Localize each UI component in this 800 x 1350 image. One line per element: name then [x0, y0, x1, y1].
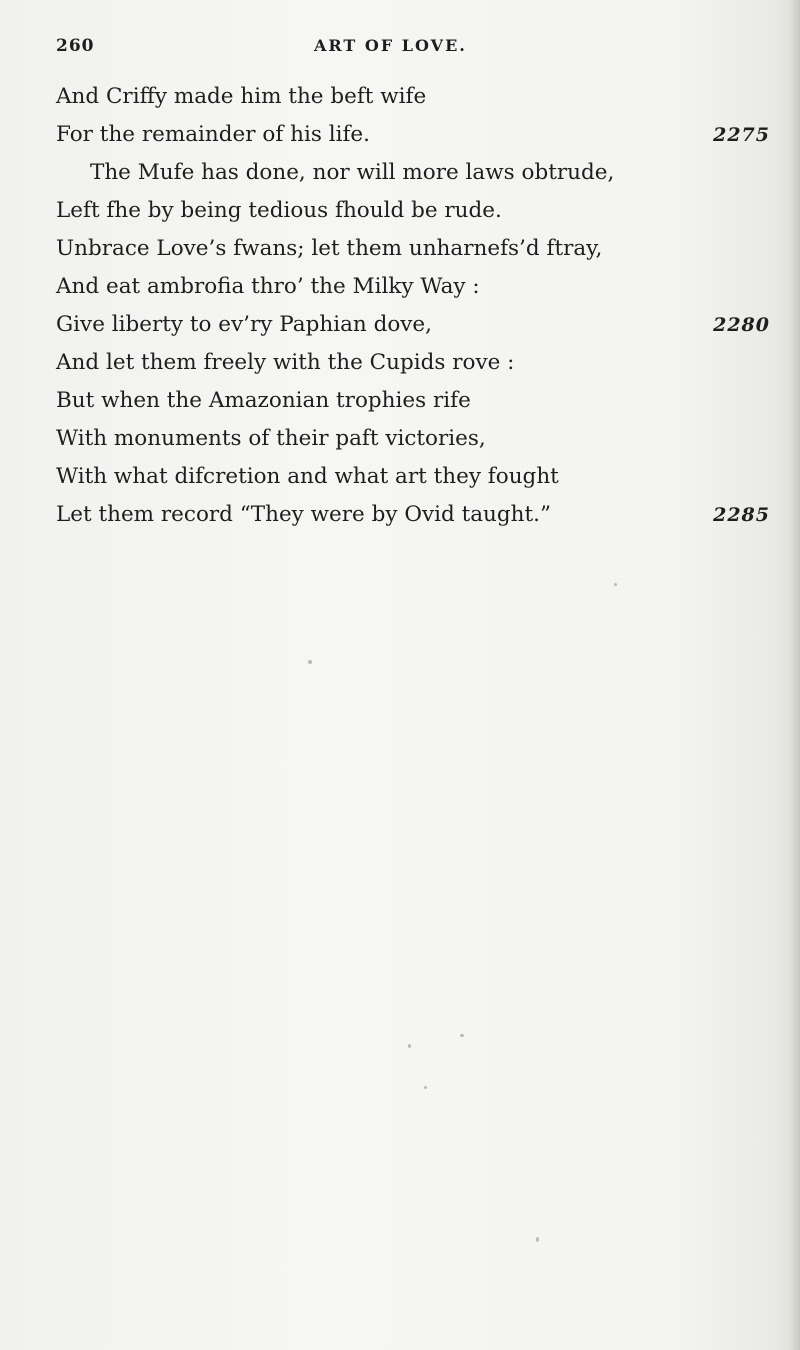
line-number: 2285: [713, 504, 770, 526]
line-number: 2275: [713, 124, 770, 146]
verse-line: [56, 192, 770, 230]
verse-line: [56, 230, 770, 268]
paper-speck: [536, 1237, 539, 1242]
verse-line: [56, 116, 770, 154]
verse-line: [56, 154, 770, 192]
paper-speck: [614, 583, 617, 586]
verse-line: [56, 268, 770, 306]
verse-line: [56, 496, 770, 534]
paper-speck: [308, 660, 312, 664]
paper-speck: [460, 1034, 464, 1037]
verse-line: [56, 458, 770, 496]
paper-speck: [408, 1044, 411, 1048]
verse-text: With monuments of their paft victories,: [56, 426, 486, 451]
verse-text: And Criffy made him the beft wife: [56, 84, 427, 109]
running-title: ART OF LOVE.: [314, 36, 467, 55]
verse-text: Left fhe by being tedious fhould be rude.: [56, 198, 502, 223]
verse-line: [56, 306, 770, 344]
verse-text: For the remainder of his life.: [56, 122, 370, 147]
line-number: 2280: [713, 314, 770, 336]
verse-line: [56, 382, 770, 420]
verse-text: But when the Amazonian trophies rife: [56, 388, 471, 413]
paper-speck: [424, 1086, 427, 1089]
verse-text: The Mufe has done, nor will more laws obtrude,: [90, 160, 615, 185]
page-binding-edge: [788, 0, 800, 1350]
verse-text: With what difcretion and what art they fought: [56, 464, 559, 489]
verse-line: [56, 78, 770, 116]
verse-line: [56, 420, 770, 458]
verse-text: Let them record “They were by Ovid taught.”: [56, 502, 551, 527]
verse-text: And let them freely with the Cupids rove :: [56, 350, 515, 375]
verse-line: [56, 344, 770, 382]
verse-text: Give liberty to ev’ry Paphian dove,: [56, 312, 432, 337]
page-number: 260: [56, 36, 95, 56]
running-head: [56, 36, 756, 60]
verse-text: And eat ambrofia thro’ the Milky Way :: [56, 274, 480, 299]
poem-text: [56, 78, 770, 534]
verse-text: Unbrace Love’s fwans; let them unharnefs’d ftray,: [56, 236, 603, 261]
